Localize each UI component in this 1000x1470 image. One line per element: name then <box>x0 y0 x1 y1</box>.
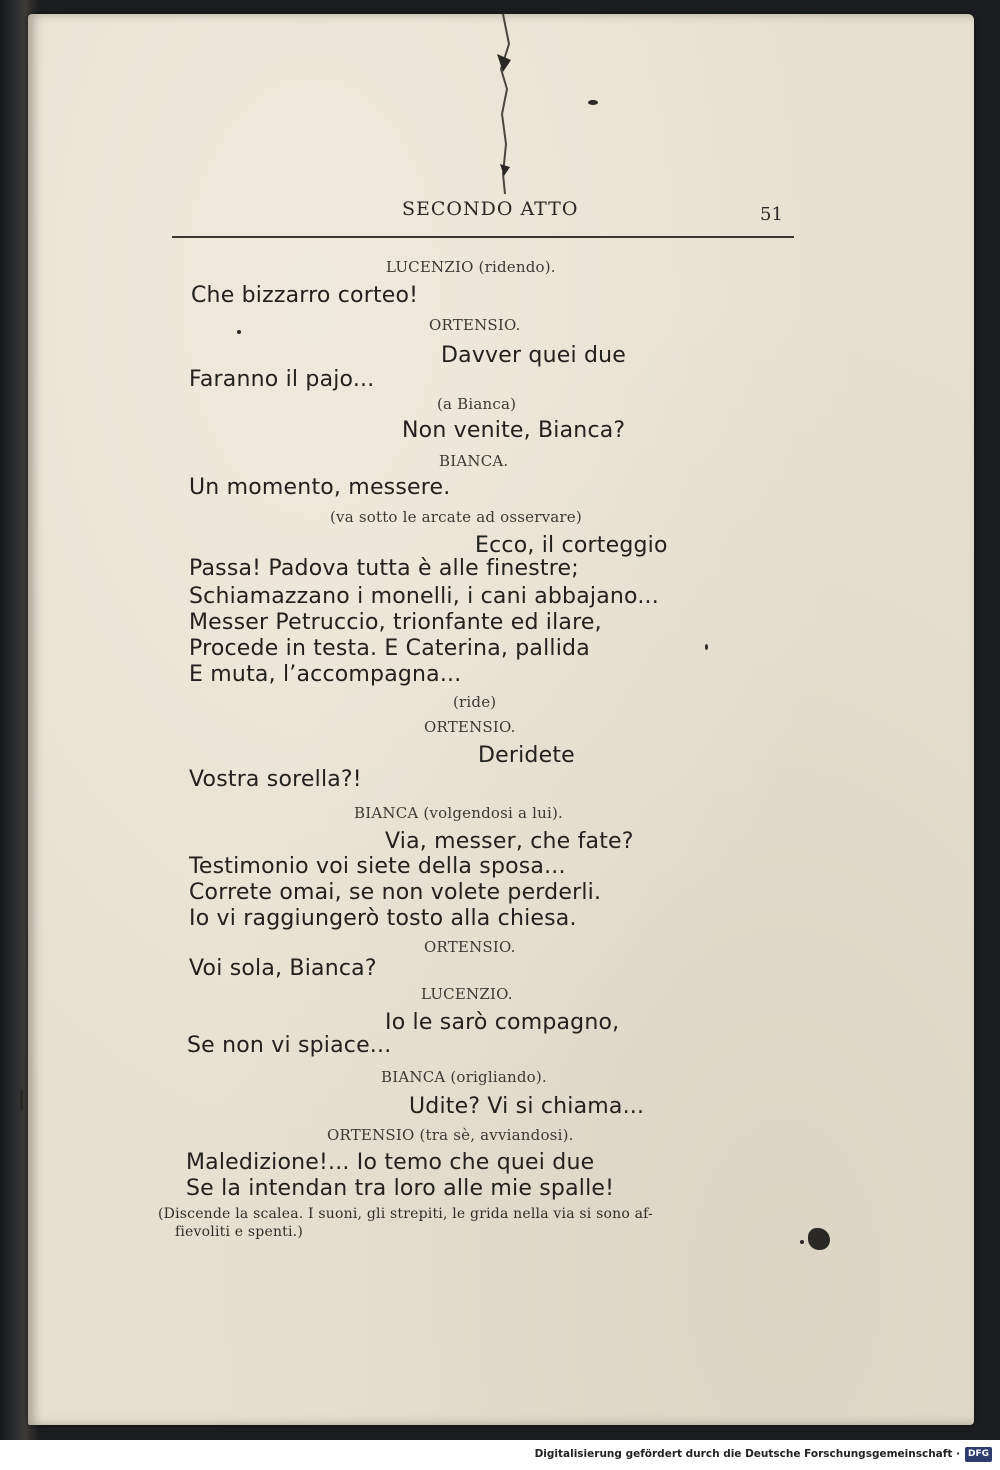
verse-line: E muta, l’accompagna... <box>189 662 462 687</box>
ink-speck <box>705 644 708 650</box>
funding-credit: Digitalisierung gefördert durch die Deutsche Forschungsgemeinschaft · <box>534 1448 960 1460</box>
verse-line: Davver quei due <box>441 343 627 368</box>
verse-line: Non venite, Bianca? <box>402 418 626 443</box>
verse-line: Deridete <box>478 743 575 768</box>
dfg-logo: DFG <box>965 1447 992 1462</box>
page-number: 51 <box>760 204 783 225</box>
verse-line: Vostra sorella?! <box>189 767 362 792</box>
verse-line: Che bizzarro corteo! <box>191 283 419 308</box>
speaker-heading: BIANCA (volgendosi a lui). <box>354 804 563 822</box>
digitization-footer <box>0 1440 1000 1470</box>
verse-line: Un momento, messere. <box>189 475 451 500</box>
paper-tear-mark <box>483 14 523 194</box>
speaker-heading: ORTENSIO (tra sè, avviandosi). <box>327 1126 574 1144</box>
speaker-heading: LUCENZIO. <box>421 985 513 1003</box>
header-rule <box>172 236 794 238</box>
stage-direction: (ride) <box>453 693 497 711</box>
closing-stage-direction: (Discende la scalea. I suoni, gli strepiti, le grida nella via si sono af- <box>158 1206 653 1222</box>
verse-line: Messer Petruccio, trionfante ed ilare, <box>189 610 602 635</box>
verse-line: Procede in testa. E Caterina, pallida <box>189 636 590 661</box>
ink-speck <box>800 1240 804 1244</box>
verse-line: Schiamazzano i monelli, i cani abbajano... <box>189 584 659 609</box>
speaker-heading: ORTENSIO. <box>424 938 516 956</box>
speaker-heading: BIANCA. <box>439 452 509 470</box>
verse-line: Io vi raggiungerò tosto alla chiesa. <box>189 906 577 931</box>
verse-line: Via, messer, che fate? <box>385 829 634 854</box>
verse-line: Testimonio voi siete della sposa... <box>189 854 566 879</box>
speaker-heading: LUCENZIO (ridendo). <box>386 258 556 276</box>
verse-line: Faranno il pajo... <box>189 367 375 392</box>
verse-line: Correte omai, se non volete perderli. <box>189 880 602 905</box>
closing-stage-direction: fievoliti e spenti.) <box>175 1224 303 1240</box>
ink-speck <box>20 1090 23 1110</box>
ink-speck <box>588 100 598 105</box>
verse-line: Io le sarò compagno, <box>385 1010 620 1035</box>
verse-line: Voi sola, Bianca? <box>189 956 377 981</box>
ink-speck <box>808 1228 830 1250</box>
running-head: SECONDO ATTO <box>402 198 579 220</box>
speaker-heading: BIANCA (origliando). <box>381 1068 547 1086</box>
verse-line: Se la intendan tra loro alle mie spalle! <box>186 1176 615 1201</box>
verse-line: Udite? Vi si chiama... <box>409 1094 645 1119</box>
ink-speck <box>237 330 241 334</box>
stage-direction: (a Bianca) <box>437 395 517 413</box>
stage-direction: (va sotto le arcate ad osservare) <box>330 508 582 526</box>
verse-line: Passa! Padova tutta è alle finestre; <box>189 556 579 581</box>
speaker-heading: ORTENSIO. <box>429 316 521 334</box>
verse-line: Ecco, il corteggio <box>475 533 668 558</box>
verse-line: Se non vi spiace... <box>187 1033 392 1058</box>
verse-line: Maledizione!... Io temo che quei due <box>186 1150 595 1175</box>
speaker-heading: ORTENSIO. <box>424 718 516 736</box>
